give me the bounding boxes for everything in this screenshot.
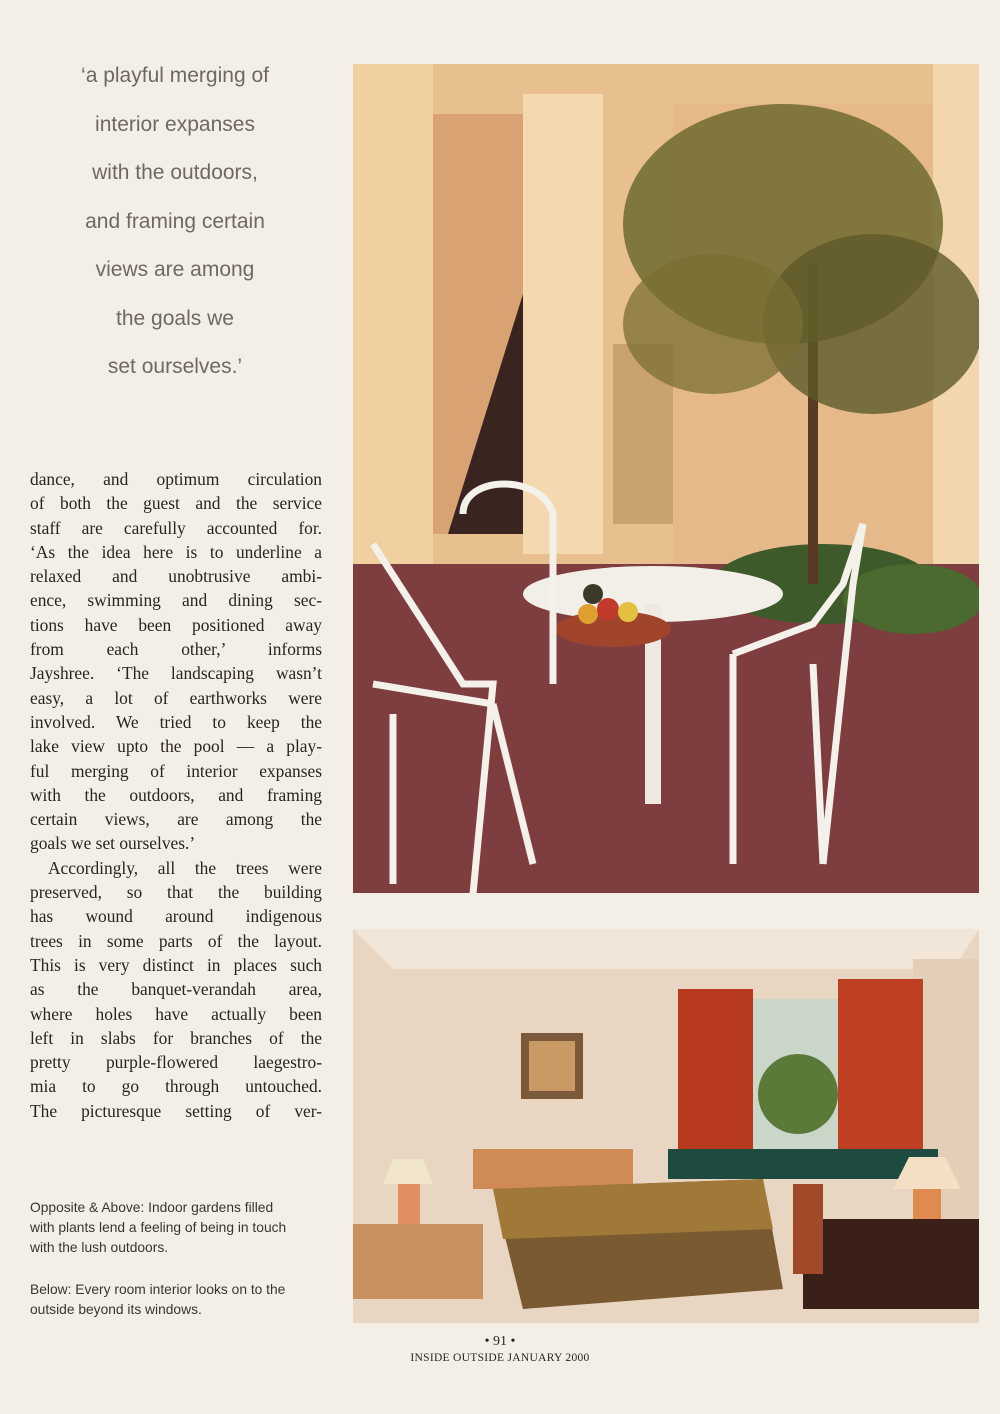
caption-top: [30, 1198, 330, 1258]
caption-line: Below: Every room interior looks on to the: [30, 1282, 286, 1297]
pull-quote-line: and framing certain: [85, 209, 265, 233]
article-body: [30, 467, 322, 1123]
body-line: pretty purple-flowered laegestro-: [30, 1052, 322, 1073]
pull-quote-line: interior expanses: [95, 112, 255, 136]
body-line: ful merging of interior expanses: [30, 760, 322, 781]
pull-quote-line: the goals we: [116, 306, 234, 330]
caption-bottom: [30, 1280, 330, 1320]
body-line: left in slabs for branches of the: [30, 1027, 322, 1048]
body-line: from each other,’ informs: [30, 639, 322, 660]
pull-quote-line: ‘a playful merging of: [81, 64, 269, 87]
caption-line: outside beyond its windows.: [30, 1302, 202, 1317]
body-line: goals we set ourselves.’: [30, 833, 196, 854]
page-number: • 91 •: [484, 1334, 516, 1349]
body-line: trees in some parts of the layout.: [30, 930, 322, 951]
body-line: ‘As the idea here is to underline a: [30, 541, 322, 562]
body-line: Jayshree. ‘The landscaping wasn’t: [30, 663, 322, 684]
body-line: staff are carefully accounted for.: [30, 517, 322, 538]
pull-quote-line: with the outdoors,: [92, 161, 258, 184]
pull-quote-line: views are among: [95, 258, 255, 281]
body-line: easy, a lot of earthworks were: [30, 687, 322, 708]
body-line: where holes have actually been: [30, 1003, 322, 1024]
body-line: mia to go through untouched.: [30, 1076, 322, 1097]
body-line: The picturesque setting of ver-: [30, 1100, 322, 1121]
body-line: involved. We tried to keep the: [30, 711, 322, 732]
caption-line: Opposite & Above: Indoor gardens filled: [30, 1200, 274, 1215]
body-line: has wound around indigenous: [30, 906, 322, 927]
pull-quote-line: set ourselves.’: [107, 355, 243, 378]
body-line: Accordingly, all the trees were: [48, 857, 322, 878]
running-title: INSIDE OUTSIDE JANUARY 2000: [410, 1352, 590, 1364]
body-line: as the banquet-verandah area,: [30, 979, 322, 1000]
body-line: relaxed and unobtrusive ambi-: [30, 566, 322, 587]
body-line: This is very distinct in places such: [30, 954, 322, 975]
caption-line: with the lush outdoors.: [30, 1240, 169, 1255]
body-line: ence, swimming and dining sec-: [30, 590, 322, 611]
body-line: dance, and optimum circulation: [30, 469, 322, 489]
body-line: lake view upto the pool — a play-: [30, 736, 322, 757]
body-line: tions have been positioned away: [30, 614, 322, 635]
body-line: of both the guest and the service: [30, 493, 322, 514]
pull-quote: [40, 52, 310, 392]
photo-hotel-room: [353, 929, 979, 1323]
body-line: certain views, are among the: [30, 809, 322, 830]
photo-indoor-garden: [353, 64, 979, 893]
caption-line: with plants lend a feeling of being in touch: [30, 1220, 287, 1235]
body-line: preserved, so that the building: [30, 882, 322, 903]
body-line: with the outdoors, and framing: [30, 784, 322, 805]
